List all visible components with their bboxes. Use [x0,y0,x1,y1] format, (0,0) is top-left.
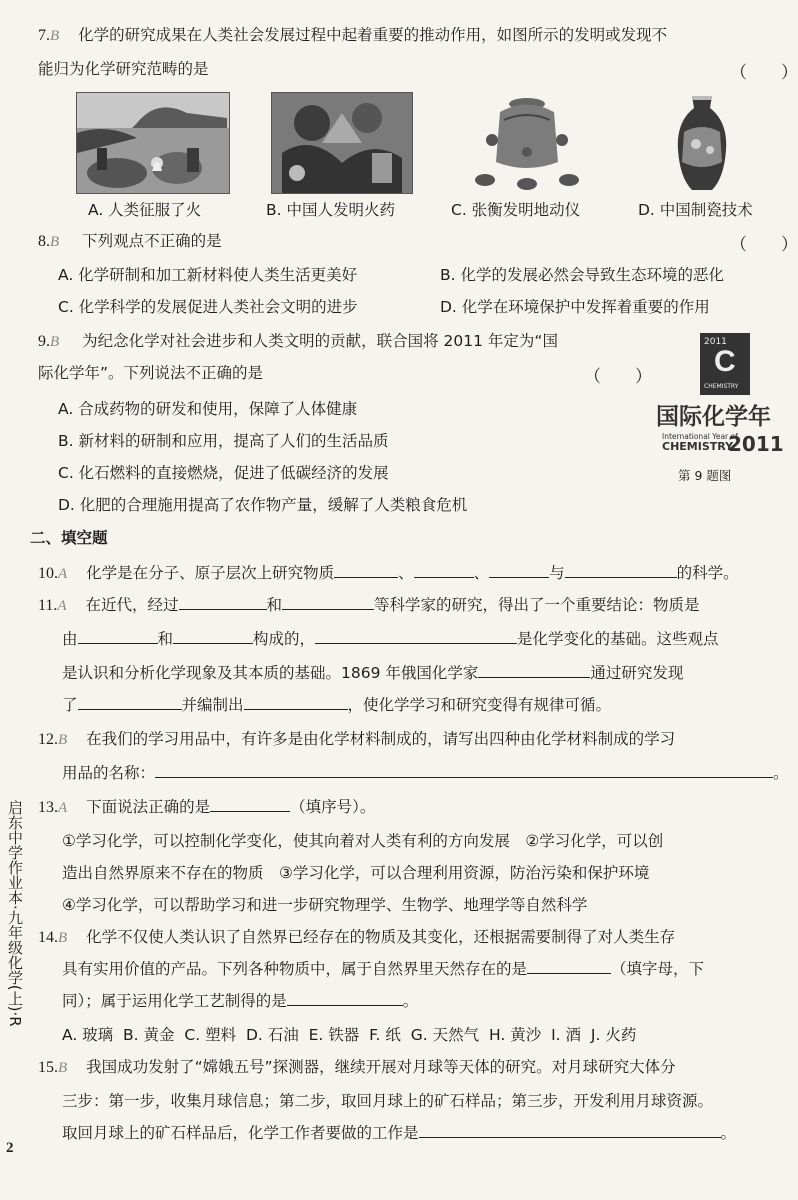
blank[interactable] [282,594,374,610]
blank[interactable] [173,628,253,644]
q9-line2: 际化学年”。下列说法不正确的是 [38,364,264,382]
figure-caption: 第 9 题图 [678,468,732,483]
item: B. 黄金 [123,1026,175,1044]
item: F. 纸 [369,1026,401,1044]
q7-stem: 化学的研究成果在人类社会发展过程中起着重要的推动作用，如图所示的发明或发现不 [78,26,668,44]
text: 和 [157,630,174,648]
option-c-caption: C. 张衡发明地动仪 [451,201,581,219]
item: H. 黄沙 [489,1026,542,1044]
blank[interactable] [419,1122,721,1138]
text: （填序号）。 [290,798,376,816]
text: 用品的名称： [62,764,156,782]
text: 了 [62,696,78,714]
text: 通过研究发现 [590,664,684,682]
blank[interactable] [478,662,590,678]
blank[interactable] [527,958,611,974]
difficulty-level: B [50,234,60,250]
q8-option-d: D. 化学在环境保护中发挥着重要的作用 [440,298,710,316]
q8-stem [38,230,222,253]
iyc-en-line2: CHEMISTRY [662,440,734,453]
text: 等科学家的研究，得出了一个重要结论：物质是 [374,596,700,614]
seismoscope-image [470,92,584,192]
q12-line1 [38,728,675,751]
item: G. 天然气 [410,1026,480,1044]
q14-items [62,1024,636,1046]
q15-line3 [62,1122,736,1144]
gunpowder-image [271,92,413,194]
question-number: 15. [38,1059,58,1076]
item: J. 火药 [590,1026,637,1044]
separator: 与 [549,564,565,582]
q12-line2 [62,762,789,784]
text: ，使化学学习和研究变得有规律可循。 [347,696,612,714]
q9-option-a: A. 合成药物的研发和使用，保障了人体健康 [58,400,358,418]
question-number: 14. [38,929,58,946]
q12-text: 在我们的学习用品中，有许多是由化学材料制成的，请写出四种由化学材料制成的学习 [86,730,676,748]
q9-option-b: B. 新材料的研制和应用，提高了人们的生活品质 [58,432,389,450]
item: D. 石油 [245,1026,299,1044]
option-b-caption: B. 中国人发明火药 [266,201,395,219]
blank[interactable] [489,562,549,578]
answer-paren: （ ） [730,235,798,254]
text: 由 [62,630,78,648]
text: 并编制出 [181,696,244,714]
text: 构成的， [253,630,316,648]
text: 具有实用价值的产品。下列各种物质中，属于自然界里天然存在的是 [62,960,528,978]
q10-text: 化学是在分子、原子层次上研究物质 [86,564,335,582]
question-number: 12. [38,731,58,748]
q13-line3: ④学习化学，可以帮助学习和进一步研究物理学、生物学、地理学等自然科学 [62,896,588,914]
q9-line1 [38,330,558,353]
difficulty-level: A [58,566,68,582]
question-number: 13. [38,799,58,816]
option-a-caption: A. 人类征服了火 [88,201,202,219]
difficulty-level: A [58,800,68,816]
q9-option-d: D. 化肥的合理施用提高了农作物产量，缓解了人类粮食危机 [58,496,468,514]
question-number: 11. [38,597,58,614]
q14-line2 [62,958,704,980]
text: （填字母，下 [611,960,705,978]
q8-text: 下列观点不正确的是 [82,232,222,250]
separator: 、 [398,564,414,582]
fire-image [76,92,230,194]
text: 下面说法正确的是 [86,798,211,816]
blank[interactable] [334,562,398,578]
q10-line [38,562,739,585]
blank[interactable] [155,762,773,778]
answer-paren: （ ） [584,367,652,386]
difficulty-level: B [58,732,68,748]
answer-paren: （ ） [730,63,798,82]
text: 取回月球上的矿石样品后，化学工作者要做的工作是 [62,1124,419,1142]
blank[interactable] [414,562,474,578]
page-number: 2 [6,1140,14,1156]
blank[interactable] [78,694,182,710]
item: I. 酒 [551,1026,582,1044]
difficulty-level: B [58,1060,68,1076]
iyc-en-line1: International Year of [662,432,738,441]
q7-line2: 能归为化学研究范畴的是 [38,60,209,78]
q11-line3 [62,662,683,684]
q11-line4 [62,694,611,716]
option-d-caption: D. 中国制瓷技术 [638,201,753,219]
text: 同）；属于运用化学工艺制得的是 [62,992,287,1010]
badge-letter: C [714,345,736,378]
item: A. 玻璃 [62,1026,114,1044]
q10-end: 的科学。 [676,564,739,582]
q9-text: 为纪念化学对社会进步和人类文明的贡献，联合国将 2011 年定为“国 [82,332,558,350]
section-heading: 二、填空题 [30,529,108,547]
question-number: 10. [38,565,58,582]
blank[interactable] [287,990,403,1006]
text: 化学不仅使人类认识了自然界已经存在的物质及其变化，还根据需要制得了对人类生存 [86,928,676,946]
difficulty-level: B [58,930,68,946]
blank[interactable] [210,796,290,812]
blank[interactable] [565,562,677,578]
question-number: 8. [38,233,50,250]
book-spine-label: 启东中学作业本·九年级化学(上)·R [6,800,24,1027]
q14-line1 [38,926,675,949]
separator: 、 [473,564,490,582]
q8-option-c: C. 化学科学的发展促进人类社会文明的进步 [58,298,358,316]
item: C. 塑料 [184,1026,237,1044]
difficulty-level: B [50,334,60,350]
text: 是化学变化的基础。这些观点 [517,630,719,648]
text: 在近代，经过 [85,596,179,614]
item: E. 铁器 [308,1026,360,1044]
q13-stem [38,796,375,819]
q15-line2: 三步：第一步，收集月球信息；第二步，取回月球上的矿石样品；第三步，开发利用月球资源。 [62,1092,714,1110]
blank[interactable] [244,694,348,710]
q8-option-a: A. 化学研制和加工新材料使人类生活更美好 [58,266,358,284]
q11-line1 [38,594,700,617]
badge-sub: CHEMISTRY [704,383,739,390]
difficulty-level: B [50,28,60,44]
q8-option-b: B. 化学的发展必然会导致生态环境的恶化 [440,266,724,284]
q14-line3 [62,990,418,1012]
text: 。 [773,764,789,782]
question-number: 7. [38,27,50,44]
q11-line2 [62,628,719,650]
blank[interactable] [78,628,158,644]
q7-line1 [38,24,667,47]
text: 是认识和分析化学现象及其本质的基础。1869 年俄国化学家 [62,664,479,682]
porcelain-vase-image [670,92,734,196]
blank[interactable] [179,594,267,610]
iyc-badge [700,333,750,395]
badge-year: 2011 [704,337,727,347]
question-number: 9. [38,333,50,350]
q9-option-c: C. 化石燃料的直接燃烧，促进了低碳经济的发展 [58,464,389,482]
text: 和 [266,596,283,614]
q15-line1 [38,1056,676,1079]
text: 我国成功发射了“嫦娥五号”探测器，继续开展对月球等天体的研究。对月球研究大体分 [86,1058,676,1076]
blank[interactable] [315,628,517,644]
iyc-title: 国际化学年 [656,404,771,430]
text: 。 [720,1124,737,1142]
iyc-year: 2011 [728,432,784,456]
q13-line1: ①学习化学，可以控制化学变化，使其向着对人类有利的方向发展 ②学习化学，可以创 [62,832,664,850]
text: 。 [402,992,419,1010]
q13-line2: 造出自然界原来不存在的物质 ③学习化学，可以合理利用资源，防治污染和保护环境 [62,864,650,882]
difficulty-level: A [57,598,67,614]
